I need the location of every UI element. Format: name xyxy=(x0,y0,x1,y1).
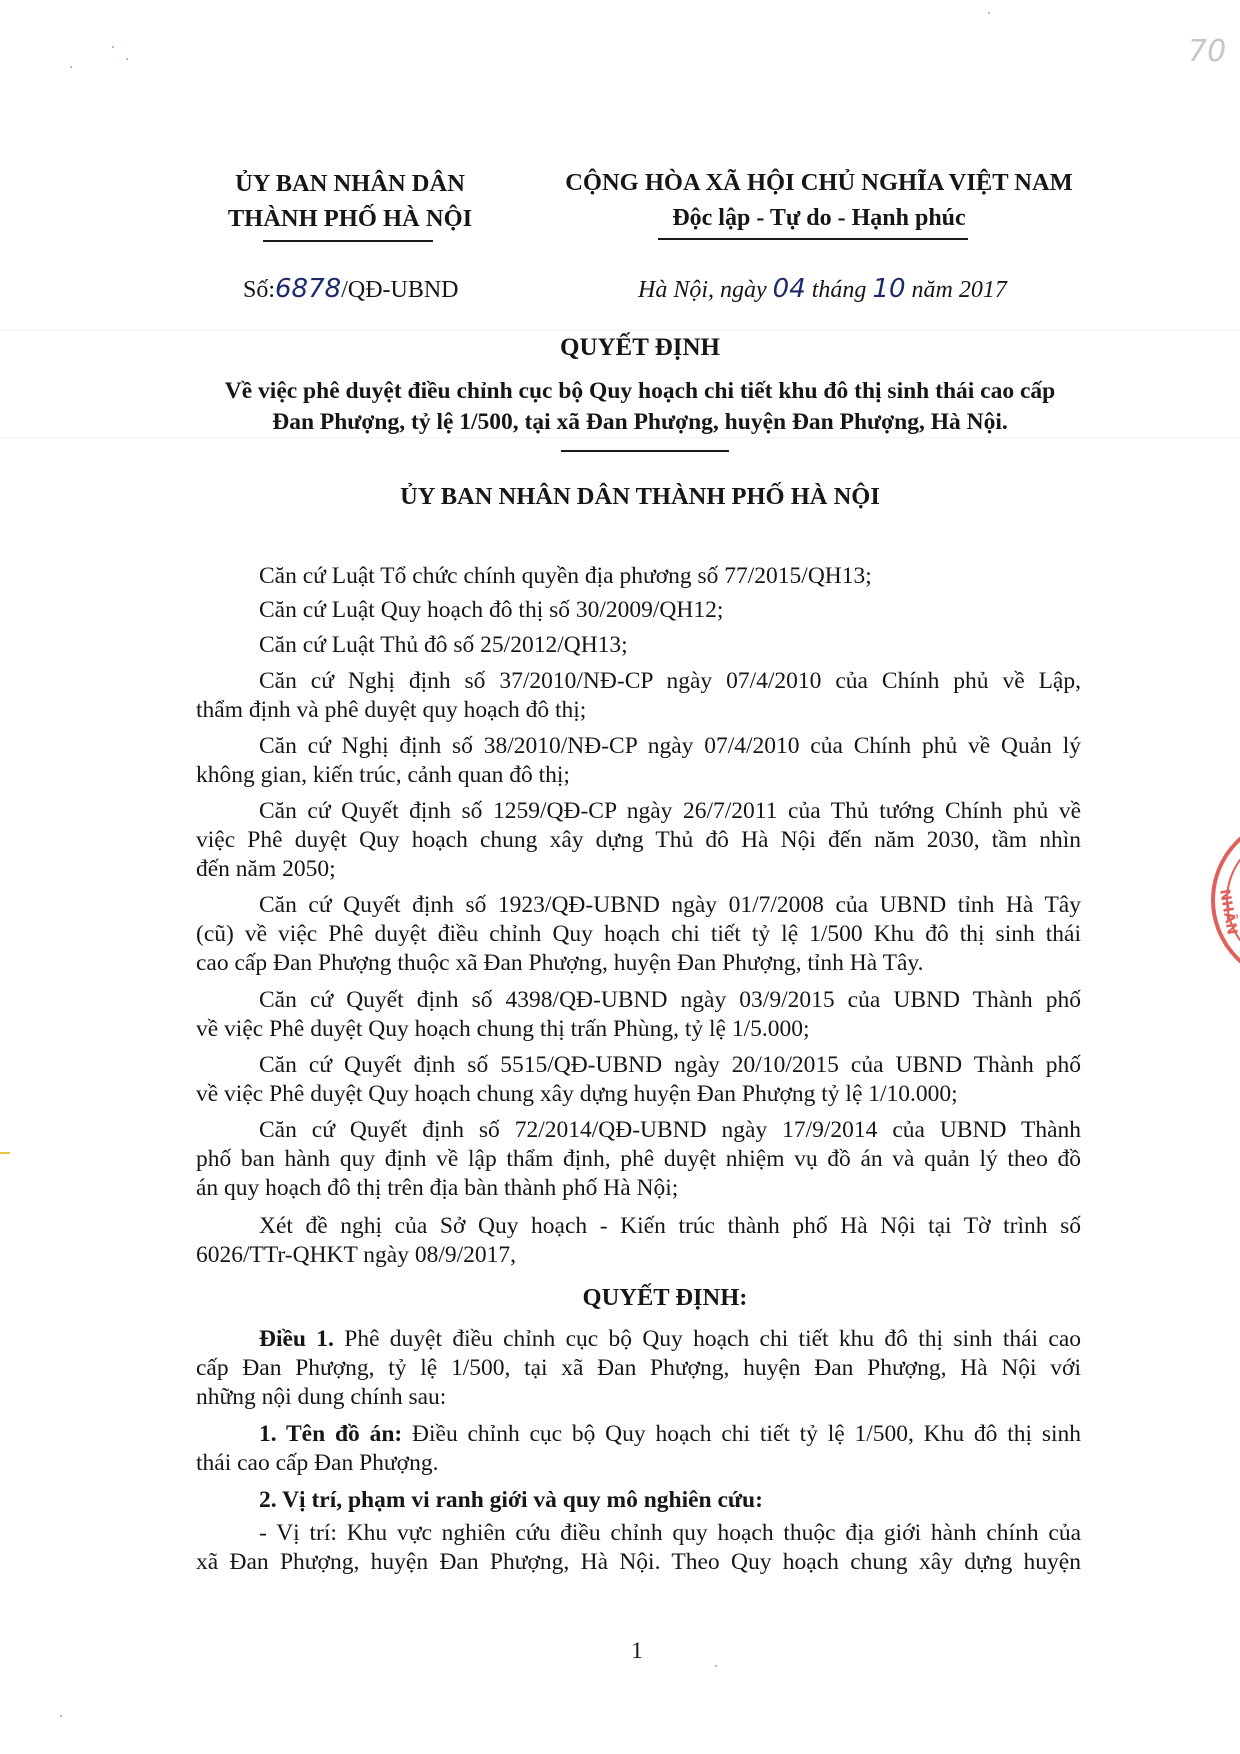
number-prefix: Số: xyxy=(243,277,276,303)
item-label: 1. Tên đồ án: xyxy=(259,1421,403,1447)
text-line: cao cấp Đan Phượng thuộc xã Đan Phượng, huyện Đan Phượng, tỉnh Hà Tây. xyxy=(196,950,924,976)
decision-heading: QUYẾT ĐỊNH xyxy=(560,334,720,361)
proposal-paragraph xyxy=(196,1212,1081,1270)
basis-paragraph-qd1259 xyxy=(196,797,1081,884)
basis-paragraph-nd37 xyxy=(196,667,1081,725)
svg-text:NHÂN: NHÂN xyxy=(1216,887,1240,936)
scan-speck xyxy=(988,12,990,14)
corner-page-mark: 70 xyxy=(1188,34,1227,69)
text-line: xã Đan Phượng, huyện Đan Phượng, Hà Nội. Theo Quy hoạch chung xây dựng huyện xyxy=(196,1549,1081,1575)
article-text: Phê duyệt điều chỉnh cục bộ Quy hoạch chi tiết khu đô thị sinh thái cao xyxy=(333,1326,1081,1352)
text-line: việc Phê duyệt Quy hoạch chung xây dựng Thủ đô Hà Nội đến năm 2030, tầm nhìn xyxy=(196,827,1081,853)
basis-item: Căn cứ Luật Thủ đô số 25/2012/QH13; xyxy=(259,632,628,658)
article-1 xyxy=(196,1325,1081,1412)
text-line: (cũ) về việc Phê duyệt điều chỉnh Quy hoạch chi tiết tỷ lệ 1/500 Khu đô thị sinh thái xyxy=(196,921,1081,947)
item-2-heading: 2. Vị trí, phạm vi ranh giới và quy mô nghiên cứu: xyxy=(259,1487,763,1513)
national-motto: Độc lập - Tự do - Hạnh phúc xyxy=(672,205,966,231)
item-text: Điều chỉnh cục bộ Quy hoạch chi tiết tỷ lệ 1/500, Khu đô thị sinh xyxy=(402,1421,1081,1447)
subject-line-2: Đan Phượng, tỷ lệ 1/500, tại xã Đan Phượng, huyện Đan Phượng, Hà Nội. xyxy=(272,409,1008,435)
basis-item: Căn cứ Luật Quy hoạch đô thị số 30/2009/QH12; xyxy=(259,597,724,623)
basis-paragraph-nd38 xyxy=(196,732,1081,790)
text-line: không gian, kiến trúc, cảnh quan đô thị; xyxy=(196,762,570,788)
text-line: về việc Phê duyệt Quy hoạch chung thị trấn Phùng, tỷ lệ 1/5.000; xyxy=(196,1016,810,1042)
text-line: Căn cứ Nghị định số 38/2010/NĐ-CP ngày 07/4/2010 của Chính phủ về Quản lý xyxy=(259,733,1081,759)
handwritten-number: 6878 xyxy=(275,274,342,304)
text-line: thẩm định và phê duyệt quy hoạch đô thị; xyxy=(196,697,587,723)
motto-underline xyxy=(658,238,968,240)
text-line: Xét đề nghị của Sở Quy hoạch - Kiến trúc thành phố Hà Nội tại Tờ trình số xyxy=(259,1213,1081,1239)
text-line: Căn cứ Quyết định số 72/2014/QĐ-UBND ngày 17/9/2014 của UBND Thành xyxy=(259,1117,1081,1143)
text-line: Căn cứ Quyết định số 5515/QĐ-UBND ngày 20/10/2015 của UBND Thành phố xyxy=(259,1052,1081,1078)
date-year: năm 2017 xyxy=(905,277,1007,303)
scan-speck xyxy=(112,46,114,48)
text-line: - Vị trí: Khu vực nghiên cứu điều chỉnh quy hoạch thuộc địa giới hành chính của xyxy=(259,1520,1081,1546)
text-line: những nội dung chính sau: xyxy=(196,1384,447,1410)
agency-name-line1: ỦY BAN NHÂN DÂN xyxy=(235,170,465,197)
text-line: đến năm 2050; xyxy=(196,856,336,882)
text-line: Căn cứ Nghị định số 37/2010/NĐ-CP ngày 07/4/2010 của Chính phủ về Lập, xyxy=(259,668,1081,694)
article-label: Điều 1. xyxy=(259,1326,334,1352)
basis-paragraph-qd5515 xyxy=(196,1051,1081,1109)
decision-section-heading: QUYẾT ĐỊNH: xyxy=(582,1284,748,1311)
basis-item: Căn cứ Luật Tổ chức chính quyền địa phương số 77/2015/QH13; xyxy=(259,563,872,589)
text-line: cấp Đan Phượng, tỷ lệ 1/500, tại xã Đan Phượng, huyện Đan Phượng, Hà Nội với xyxy=(196,1355,1081,1381)
basis-paragraph-qd1923 xyxy=(196,891,1081,978)
scan-line xyxy=(0,330,1240,331)
date-place: Hà Nội, ngày xyxy=(638,277,773,303)
page-number: 1 xyxy=(631,1638,643,1664)
document-date xyxy=(638,272,1007,307)
scan-speck xyxy=(70,66,72,68)
agency-underline xyxy=(263,240,433,242)
text-line xyxy=(196,1325,1081,1354)
issuing-authority: ỦY BAN NHÂN DÂN THÀNH PHỐ HÀ NỘI xyxy=(400,483,880,510)
document-number xyxy=(243,272,459,307)
basis-paragraph-qd4398 xyxy=(196,986,1081,1044)
date-month-label: tháng xyxy=(805,277,873,303)
basis-paragraph-qd72 xyxy=(196,1116,1081,1203)
number-suffix: /QĐ-UBND xyxy=(341,277,459,303)
handwritten-month: 10 xyxy=(872,274,906,304)
text-line: 6026/TTr-QHKT ngày 08/9/2017, xyxy=(196,1242,517,1268)
margin-mark xyxy=(0,1152,10,1154)
text-line: án quy hoạch đô thị trên địa bàn thành phố Hà Nội; xyxy=(196,1175,679,1201)
text-line: Căn cứ Quyết định số 4398/QĐ-UBND ngày 03/9/2015 của UBND Thành phố xyxy=(259,987,1081,1013)
red-seal-stamp xyxy=(1200,815,1240,985)
handwritten-day: 04 xyxy=(772,274,806,304)
subject-line-1: Về việc phê duyệt điều chỉnh cục bộ Quy hoạch chi tiết khu đô thị sinh thái cao cấp xyxy=(224,378,1056,404)
agency-name-line2: THÀNH PHỐ HÀ NỘI xyxy=(227,205,473,232)
item-2-location xyxy=(196,1519,1081,1577)
scan-speck xyxy=(60,1715,62,1717)
text-line: phố ban hành quy định về lập thẩm định, phê duyệt nhiệm vụ đồ án và quản lý theo đồ xyxy=(196,1146,1081,1172)
national-title: CỘNG HÒA XÃ HỘI CHỦ NGHĨA VIỆT NAM xyxy=(565,169,1073,196)
item-1-project-name xyxy=(196,1420,1081,1478)
text-line: thái cao cấp Đan Phượng. xyxy=(196,1450,439,1476)
subject-underline xyxy=(561,450,729,452)
text-line: Căn cứ Quyết định số 1259/QĐ-CP ngày 26/7/2011 của Thủ tướng Chính phủ về xyxy=(259,798,1081,824)
text-line: Căn cứ Quyết định số 1923/QĐ-UBND ngày 01/7/2008 của UBND tỉnh Hà Tây xyxy=(259,892,1081,918)
scan-speck xyxy=(126,58,128,60)
text-line xyxy=(196,1420,1081,1449)
text-line: về việc Phê duyệt Quy hoạch chung xây dựng huyện Đan Phượng tỷ lệ 1/10.000; xyxy=(196,1081,958,1107)
